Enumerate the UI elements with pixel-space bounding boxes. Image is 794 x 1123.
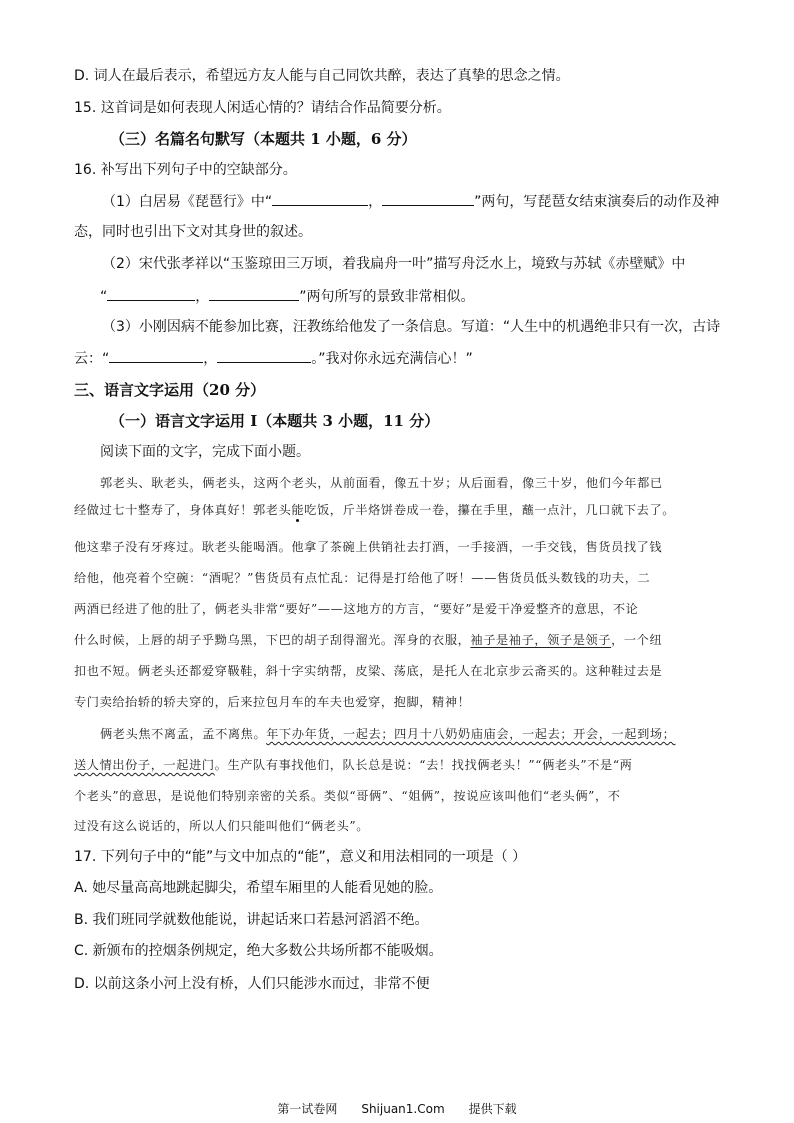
q16-3-text-end: 。”我对你永远充满信心！” xyxy=(311,351,473,367)
question-14-option-d: D. 词人在最后表示，希望远方友人能与自己同饮共醉，表达了真挚的思念之情。 xyxy=(74,68,570,84)
question-17-stem: 17. 下列句子中的“能”与文中加点的“能”，意义和用法相同的一项是（ ） xyxy=(74,849,527,865)
answer-blank[interactable] xyxy=(272,191,368,206)
wavy-underlined-phrase: 年下办年货，一起去；四月十八奶奶庙庙会，一起去；开会，一起到场； xyxy=(266,727,676,741)
subsection-heading-language-use-1: （一）语言文字运用 I（本题共 3 小题，11 分） xyxy=(110,412,440,430)
question-16-item-2-cont xyxy=(100,286,475,307)
footer-site-url[interactable]: Shijuan1.Com xyxy=(361,1102,445,1116)
question-15: 15. 这首词是如何表现人闲适心情的？请结合作品简要分析。 xyxy=(74,100,451,116)
footer-provided: 提供下载 xyxy=(468,1102,517,1116)
passage-line: 他这辈子没有牙疼过。耿老头能喝酒。他拿了茶碗上供销社去打酒，一手接酒，一手交钱，售货员找了钱 xyxy=(74,540,663,554)
question-16: 16. 补写出下列句子中的空缺部分。 xyxy=(74,162,297,178)
question-17-option-b[interactable]: B. 我们班同学就数他能说，讲起话来口若悬河滔滔不绝。 xyxy=(74,912,429,928)
reading-instruction: 阅读下面的文字，完成下面小题。 xyxy=(100,444,310,460)
question-17-option-c[interactable]: C. 新颁布的控烟条例规定，绝大多数公共场所都不能吸烟。 xyxy=(74,943,443,959)
passage-line: 给他，他亮着个空碗：“酒呢？”售货员有点忙乱：记得是打给他了呀！——售货员低头数钱的功夫，二 xyxy=(74,571,651,585)
question-16-item-2: （2）宋代张孝祥以“玉鉴琼田三万顷，着我扁舟一叶”描写舟泛水上，境致与苏轼《赤壁赋》中 xyxy=(102,256,686,272)
passage-line xyxy=(74,755,632,775)
passage-text: 俩老头焦不离孟，孟不离焦。 xyxy=(100,727,267,741)
passage-line: 两酒已经进了他的肚了，俩老头非常“要好”——这地方的方言，“要好”是爱干净爱整齐的意思，不论 xyxy=(74,602,639,616)
question-17-option-a[interactable]: A. 她尽量高高地跳起脚尖，希望车厢里的人能看见她的脸。 xyxy=(74,880,443,896)
passage-text: 吃饭，斤半烙饼卷成一卷，攥在手里，蘸一点汁，几口就下去了。 xyxy=(304,503,676,517)
q16-3-comma: ， xyxy=(203,351,218,367)
passage-text: 。生产队有事找他们，队长总是说：“去！找找俩老头！”“俩老头”不是“两 xyxy=(214,758,633,772)
page-footer xyxy=(0,1100,794,1117)
answer-blank[interactable] xyxy=(109,348,203,363)
passage-text: 经做过七十整寿了，身体真好！郭老头 xyxy=(74,503,292,517)
q16-2-open-quote: “ xyxy=(100,289,108,305)
q16-3-text-start: 云：“ xyxy=(74,351,110,367)
passage-line xyxy=(74,500,675,520)
passage-line xyxy=(74,630,662,650)
q16-2-comma: ， xyxy=(195,289,210,305)
question-16-item-1 xyxy=(102,191,719,212)
dotted-character-neng: 能 xyxy=(291,503,305,517)
answer-blank[interactable] xyxy=(382,191,474,206)
section-heading-famous-lines: （三）名篇名句默写（本题共 1 小题，6 分） xyxy=(110,130,417,148)
q16-2-text-end: ”两句所写的景致非常相似。 xyxy=(299,289,475,305)
passage-text: 什么时候，上唇的胡子乎黝乌黑，下巴的胡子刮得溜光。浑身的衣服， xyxy=(74,633,471,647)
question-17-option-d[interactable]: D. 以前这条小河上没有桥，人们只能涉水而过，非常不便 xyxy=(74,976,430,992)
passage-line: 郭老头、耿老头，俩老头，这两个老头，从前面看，像五十岁；从后面看，像三十岁，他们今年都已 xyxy=(100,476,663,490)
wavy-underlined-phrase: 送人情出份子，一起进门 xyxy=(74,758,215,772)
q16-1-text-start: （1）白居易《琵琶行》中“ xyxy=(102,194,273,210)
q16-1-comma: ， xyxy=(368,194,383,210)
question-16-item-3: （3）小刚因病不能参加比赛，汪教练给他发了一条信息。写道：“人生中的机遇绝非只有一次，古诗 xyxy=(102,319,721,335)
question-16-item-1-cont: 态，同时也引出下文对其身世的叙述。 xyxy=(74,224,312,240)
passage-line xyxy=(100,724,675,744)
answer-blank[interactable] xyxy=(217,348,311,363)
answer-blank[interactable] xyxy=(107,286,195,301)
passage-text: ，一个纽 xyxy=(611,633,663,647)
passage-line: 个老头”的意思，是说他们特别亲密的关系。类似“哥俩”、“姐俩”，按说应该叫他们“老头俩”，不 xyxy=(74,789,621,803)
passage-line: 过没有这么说话的，所以人们只能叫他们“俩老头”。 xyxy=(74,819,369,833)
passage-line: 扣也不短。俩老头还都爱穿靸鞋，斜十字实纳帮，皮梁、荡底，是托人在北京步云斋买的。这种鞋过去是 xyxy=(74,664,663,678)
q16-1-text-end: ”两句，写琵琶女结束演奏后的动作及神 xyxy=(474,194,720,210)
passage-line: 专门卖给抬轿的轿夫穿的，后来拉包月车的车夫也爱穿，抱脚，精神！ xyxy=(74,695,471,709)
underlined-phrase: 袖子是袖子，领子是领子 xyxy=(470,633,612,647)
footer-site-name: 第一试卷网 xyxy=(277,1102,338,1116)
part-3-heading: 三、语言文字运用（20 分） xyxy=(74,381,266,399)
answer-blank[interactable] xyxy=(209,286,299,301)
question-16-item-3-cont xyxy=(74,348,473,369)
